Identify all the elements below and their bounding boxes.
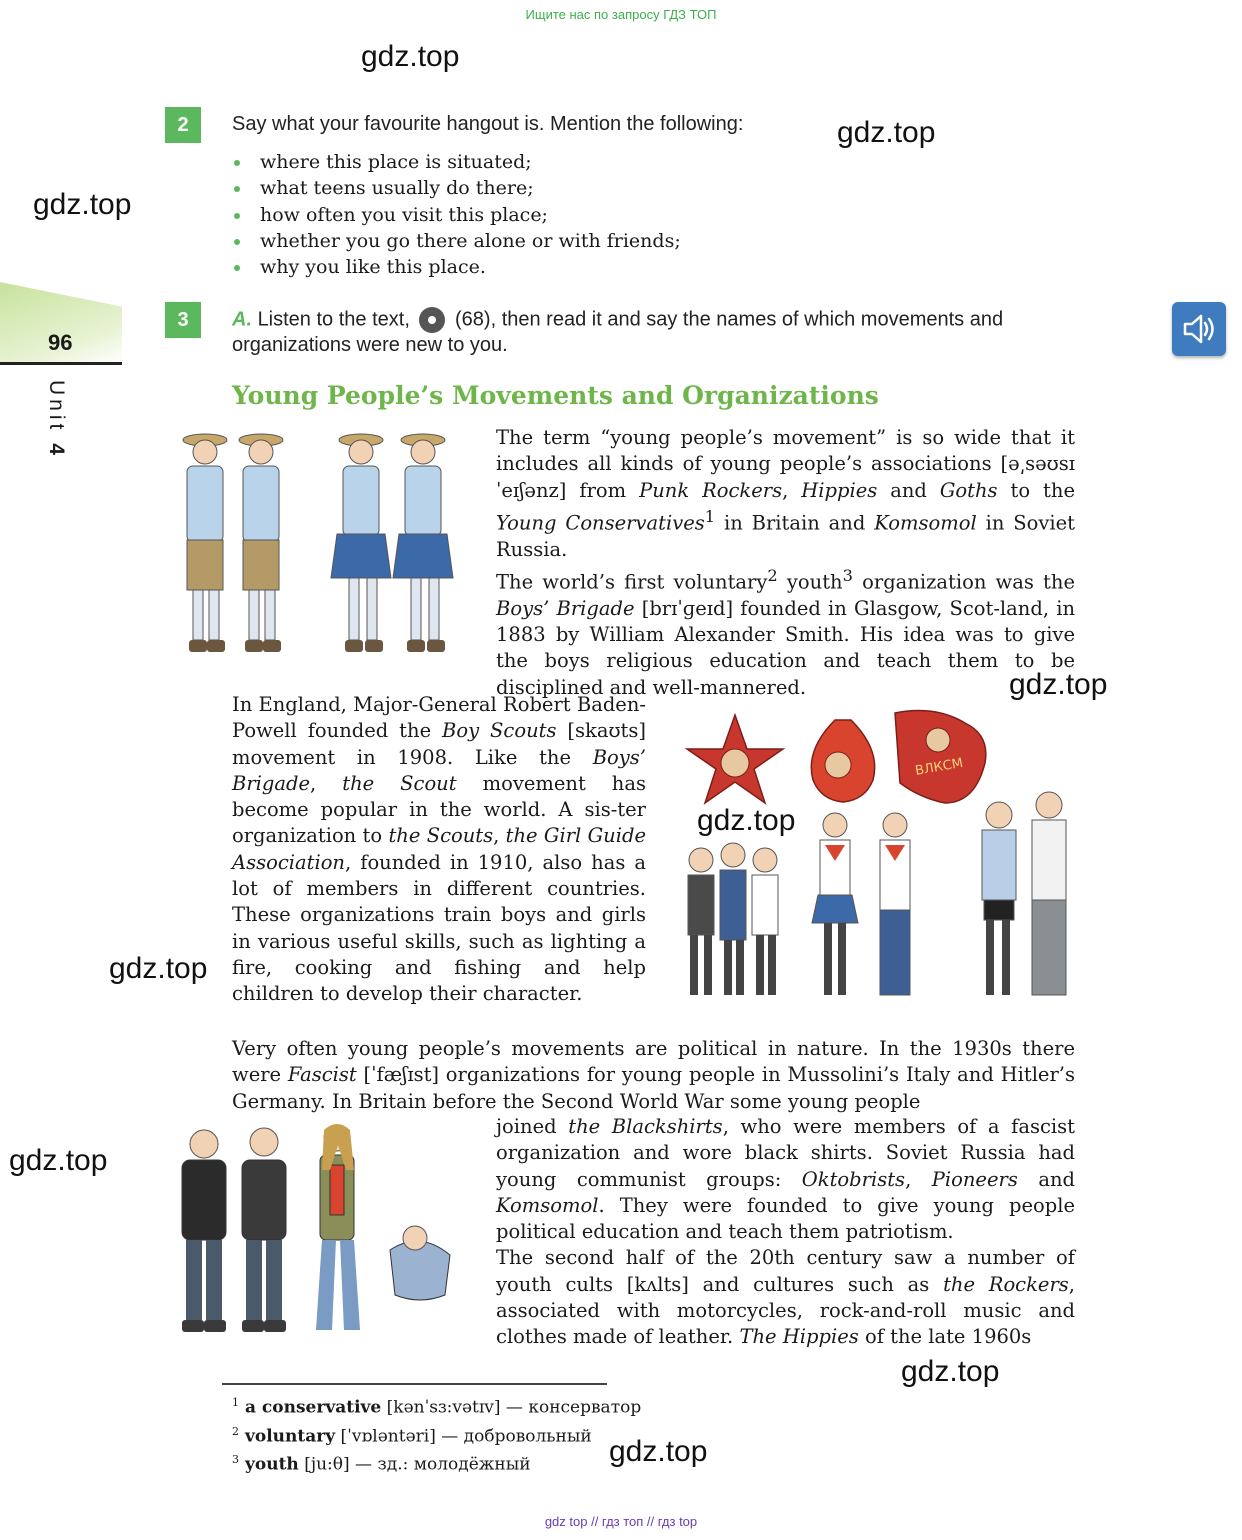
- text-run: Komsomol: [874, 511, 977, 535]
- text-run: Hippies: [801, 478, 878, 502]
- footnote-term: a conservative: [245, 1397, 382, 1418]
- list-item: whether you go there alone or with friends;: [232, 228, 681, 254]
- text-run: the Girl Guide Association: [232, 824, 646, 874]
- text-run: , associated with motorcycles, rock-and-roll music and clothes made of leather.: [496, 1272, 1075, 1349]
- text-run: Boy Scouts: [442, 719, 557, 743]
- svg-text:ВЛКСМ: ВЛКСМ: [914, 755, 965, 779]
- speaker-icon: [1172, 302, 1226, 356]
- footnote: [232, 1391, 641, 1420]
- task3-text: organizations were new to you.: [232, 334, 508, 356]
- text-run: [skaʊts] movement in 1908. Like the: [232, 719, 646, 769]
- text-run: The world’s first voluntary: [496, 570, 768, 594]
- text-run: Pioneers: [931, 1167, 1018, 1191]
- task-number-badge: 2: [165, 107, 201, 143]
- unit-label: [38, 380, 78, 500]
- watermark: gdz.top: [33, 188, 132, 221]
- text-run: Punk Rockers: [639, 478, 783, 502]
- watermark: gdz.top: [361, 40, 460, 73]
- pioneer-badge-icon: [811, 720, 874, 802]
- footnote-number: 3: [232, 1453, 239, 1467]
- cd-audio-icon: [419, 307, 445, 333]
- text-run: of the late 1960s: [858, 1325, 1032, 1349]
- text-run: movement has become popular in the world. A sis-ter organization to: [232, 771, 646, 848]
- footnote-divider: [222, 1383, 607, 1385]
- audio-play-button[interactable]: [1172, 302, 1226, 356]
- komsomol-flag-icon: [895, 711, 986, 803]
- oktobrist-star-icon: [687, 715, 783, 803]
- text-run: youth: [777, 570, 843, 594]
- top-banner: Ищите нас по запросу ГДЗ ТОП: [525, 7, 717, 22]
- soviet-youth-illustration: [680, 705, 1080, 1010]
- footnote-number: 2: [232, 1424, 239, 1438]
- watermark: gdz.top: [901, 1355, 1000, 1388]
- article-paragraph: [232, 1036, 1075, 1115]
- footnote: [232, 1448, 641, 1477]
- footnote-definition: [ˈvɒləntəri] — добровольный: [335, 1426, 592, 1447]
- footnotes: [232, 1391, 641, 1477]
- text-run: [brɪˈɡeɪd] founded in Glasgow, Scot-land, in 1883 by William Alexander Smith. His idea was to give the boys religious education and teach them to be disciplined and well-mannered.: [496, 596, 1076, 699]
- page-number: 96: [48, 330, 73, 355]
- text-run: [ˈfæʃɪst] organizations for young people in Mussolini’s Italy and Hitler’s Germany. In Britain before the Second World War some young people: [232, 1063, 1075, 1113]
- text-run: joined: [496, 1115, 569, 1138]
- list-item: how often you visit this place;: [232, 202, 681, 228]
- watermark: gdz.top: [837, 116, 936, 149]
- text-run: ,: [493, 824, 506, 848]
- task3-letter: A.: [232, 308, 252, 331]
- footnote-ref: 1: [704, 506, 716, 526]
- text-run: and: [1017, 1167, 1075, 1191]
- text-run: The term “young people’s movement” is so wide that it includes all kinds of young people’s associations [ə͵səʊsɪˈeɪʃənz] from: [496, 426, 1075, 502]
- text-run: in Britain and: [715, 511, 875, 535]
- footnote-number: 1: [232, 1396, 239, 1409]
- text-run: Fascist: [287, 1063, 357, 1087]
- text-run: Boys’ Brigade: [232, 745, 646, 795]
- text-run: ,: [905, 1167, 932, 1191]
- text-run: Boys’ Brigade: [496, 596, 635, 620]
- watermark: gdz.top: [109, 952, 208, 985]
- text-run: ,: [782, 478, 802, 502]
- text-run: Young Conservatives: [496, 511, 705, 535]
- task3-text: (68), then read it and say the names of which movements and: [455, 308, 1004, 331]
- unit-word: Unit: [45, 380, 68, 434]
- watermark: gdz.top: [609, 1435, 708, 1468]
- text-run: in Soviet Russia.: [496, 511, 1075, 561]
- text-run: ,: [310, 771, 343, 795]
- footnote-term: voluntary: [245, 1426, 336, 1447]
- text-run: The second half of the 20th century saw a number of youth cults [kʌlts] and cultures such as: [496, 1246, 1075, 1296]
- watermark: gdz.top: [697, 804, 796, 837]
- unit-number: 4: [45, 443, 68, 459]
- text-run: the Blackshirts: [568, 1115, 723, 1138]
- text-run: the Scouts: [388, 824, 494, 848]
- task3-text: Listen to the text,: [257, 308, 410, 331]
- text-run: the Rockers: [943, 1272, 1069, 1296]
- page-rule: [0, 362, 122, 365]
- text-run: , who were members of a fascist organization and wore black shirts. Soviet Russia had young communist groups:: [496, 1115, 1075, 1191]
- article-title: Young People’s Movements and Organizations: [232, 381, 879, 410]
- watermark: gdz.top: [1009, 668, 1108, 701]
- text-run: The Hippies: [739, 1325, 859, 1349]
- task2-bullet-list: [232, 149, 681, 280]
- rockers-hippies-illustration: [170, 1120, 470, 1345]
- text-run: Oktobrists: [801, 1167, 906, 1191]
- watermark: gdz.top: [9, 1144, 108, 1177]
- list-item: why you like this place.: [232, 254, 681, 280]
- text-run: In England, Major-General Robert Baden-Powell founded the: [232, 693, 646, 743]
- text-run: to the: [997, 478, 1075, 502]
- task3-instruction: [232, 307, 1082, 358]
- footer-links[interactable]: gdz top // гдз топ // гдз top: [544, 1514, 698, 1529]
- footnote-ref: 3: [842, 565, 853, 585]
- text-run: and: [877, 478, 940, 502]
- article-paragraph: [496, 425, 1075, 701]
- footnote-ref: 2: [767, 565, 778, 585]
- footnote-definition: [ju:θ] — зд.: молодёжный: [298, 1454, 531, 1475]
- text-run: . They were founded to give young people political education and teach them patriotism.: [496, 1193, 1075, 1244]
- footnote: [232, 1420, 641, 1449]
- footnote-term: youth: [245, 1454, 299, 1475]
- text-run: , founded in 1910, also has a lot of members in different countries. These organizations train boys and girls in various useful skills, such as lighting a fire, cooking and fishing and help children to develop their character.: [232, 850, 646, 1006]
- list-item: where this place is situated;: [232, 149, 681, 175]
- list-item: what teens usually do there;: [232, 175, 681, 201]
- text-run: Komsomol: [496, 1193, 599, 1217]
- article-paragraph: [496, 1114, 1075, 1351]
- text-run: Very often young people’s movements are political in nature. In the 1930s there were: [232, 1037, 1075, 1087]
- article-paragraph: [232, 692, 646, 1008]
- text-run: the Scout: [342, 771, 457, 795]
- text-run: organization was the: [852, 570, 1075, 594]
- task2-instruction: Say what your favourite hangout is. Mention the following:: [232, 113, 744, 135]
- task-number-badge: 3: [165, 302, 201, 338]
- footnote-definition: [kənˈsɜ:vətɪv] — консерватор: [381, 1397, 642, 1418]
- text-run: Goths: [939, 478, 998, 502]
- scouts-illustration: [165, 428, 470, 673]
